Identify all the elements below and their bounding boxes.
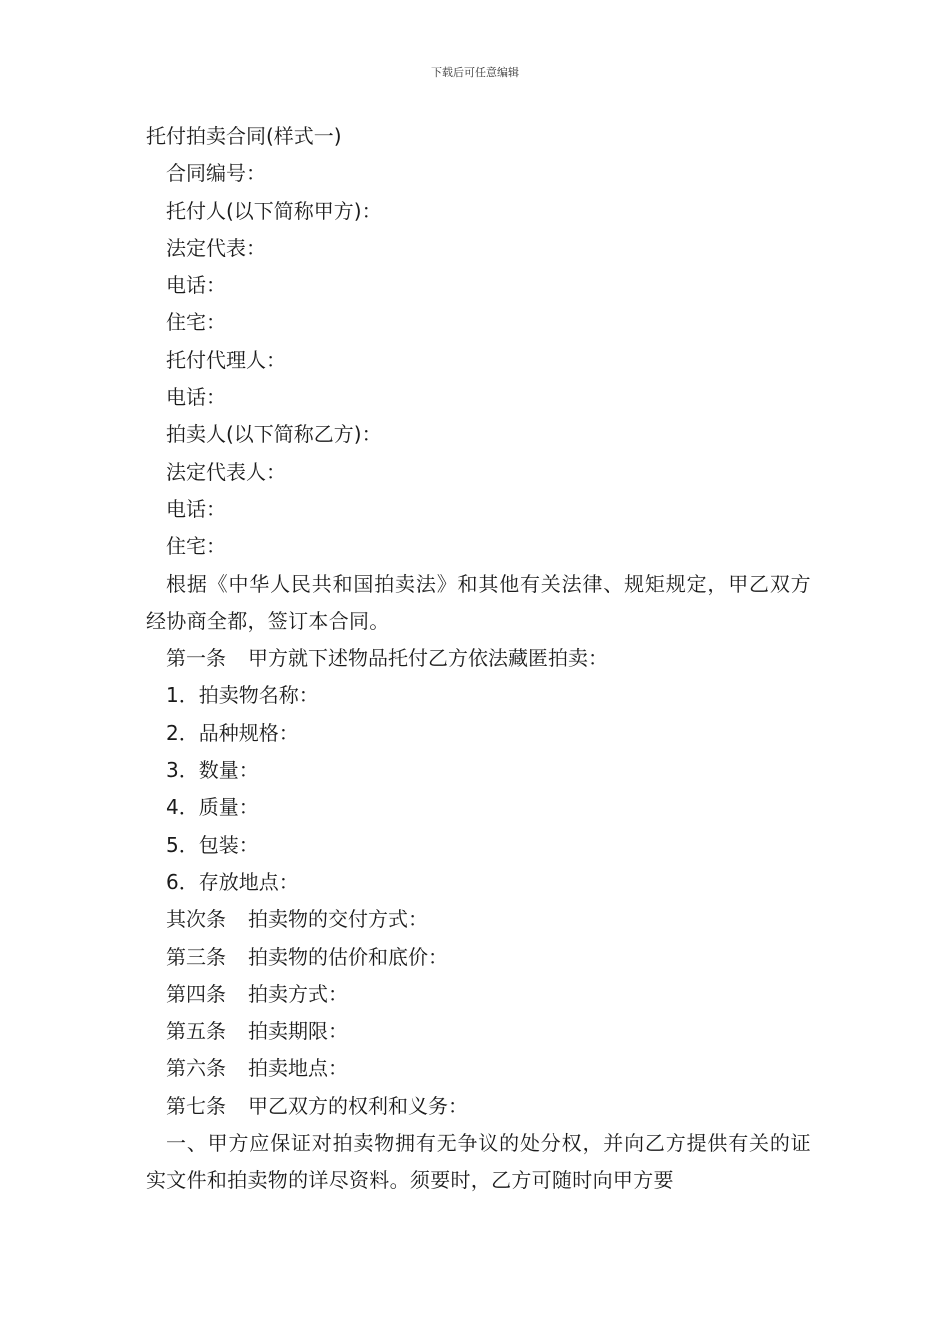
article-text: 甲乙双方的权利和义务： (248, 1093, 468, 1118)
article-text: 甲方就下述物品托付乙方依法藏匿拍卖： (248, 646, 608, 671)
field-principal: 托付人(以下简称甲方)： (166, 198, 382, 223)
article-text: 拍卖物的交付方式： (248, 907, 428, 932)
article-number: 第六条 (166, 1056, 226, 1081)
document-title: 托付拍卖合同(样式一) (146, 124, 342, 148)
field-phone: 电话： (166, 273, 226, 298)
article-number: 第七条 (166, 1093, 226, 1118)
article-number: 其次条 (166, 907, 226, 932)
field-agent-phone: 电话： (166, 385, 226, 410)
field-contract-number: 合同编号： (166, 161, 266, 186)
article-number: 第五条 (166, 1019, 226, 1044)
list-item: 5．包装： (166, 832, 259, 857)
field-auctioneer: 拍卖人(以下简称乙方)： (166, 422, 382, 447)
field-agent: 托付代理人： (166, 347, 286, 372)
article-text: 拍卖期限： (248, 1019, 348, 1044)
article-2 (146, 901, 811, 938)
article-number: 第一条 (166, 646, 226, 671)
field-auctioneer-address: 住宅： (166, 534, 226, 559)
article-4 (146, 976, 811, 1013)
document-body (146, 118, 811, 1200)
field-auctioneer-phone: 电话： (166, 496, 226, 521)
list-item: 4．质量： (166, 795, 259, 820)
intro-paragraph: 根据《中华人民共和国拍卖法》和其他有关法律、规矩规定，甲乙双方经协商全都，签订本合同。 (146, 571, 811, 633)
list-item: 3．数量： (166, 758, 259, 783)
list-item: 1．拍卖物名称： (166, 683, 319, 708)
article-6 (146, 1050, 811, 1087)
article-3 (146, 939, 811, 976)
field-legal-representative: 法定代表： (166, 235, 266, 260)
field-address: 住宅： (166, 310, 226, 335)
article-1 (146, 640, 811, 677)
article-number: 第四条 (166, 981, 226, 1006)
field-auctioneer-representative: 法定代表人： (166, 459, 286, 484)
article-text: 拍卖地点： (248, 1056, 348, 1081)
clause-1-paragraph: 一、甲方应保证对拍卖物拥有无争议的处分权，并向乙方提供有关的证实文件和拍卖物的详尽资料。须要时，乙方可随时向甲方要 (146, 1131, 811, 1193)
list-item: 2．品种规格： (166, 720, 299, 745)
article-number: 第三条 (166, 944, 226, 969)
article-7 (146, 1088, 811, 1125)
list-item: 6．存放地点： (166, 869, 299, 894)
article-text: 拍卖方式： (248, 981, 348, 1006)
page-header: 下载后可任意编辑 (431, 66, 519, 79)
article-text: 拍卖物的估价和底价： (248, 944, 448, 969)
article-5 (146, 1013, 811, 1050)
